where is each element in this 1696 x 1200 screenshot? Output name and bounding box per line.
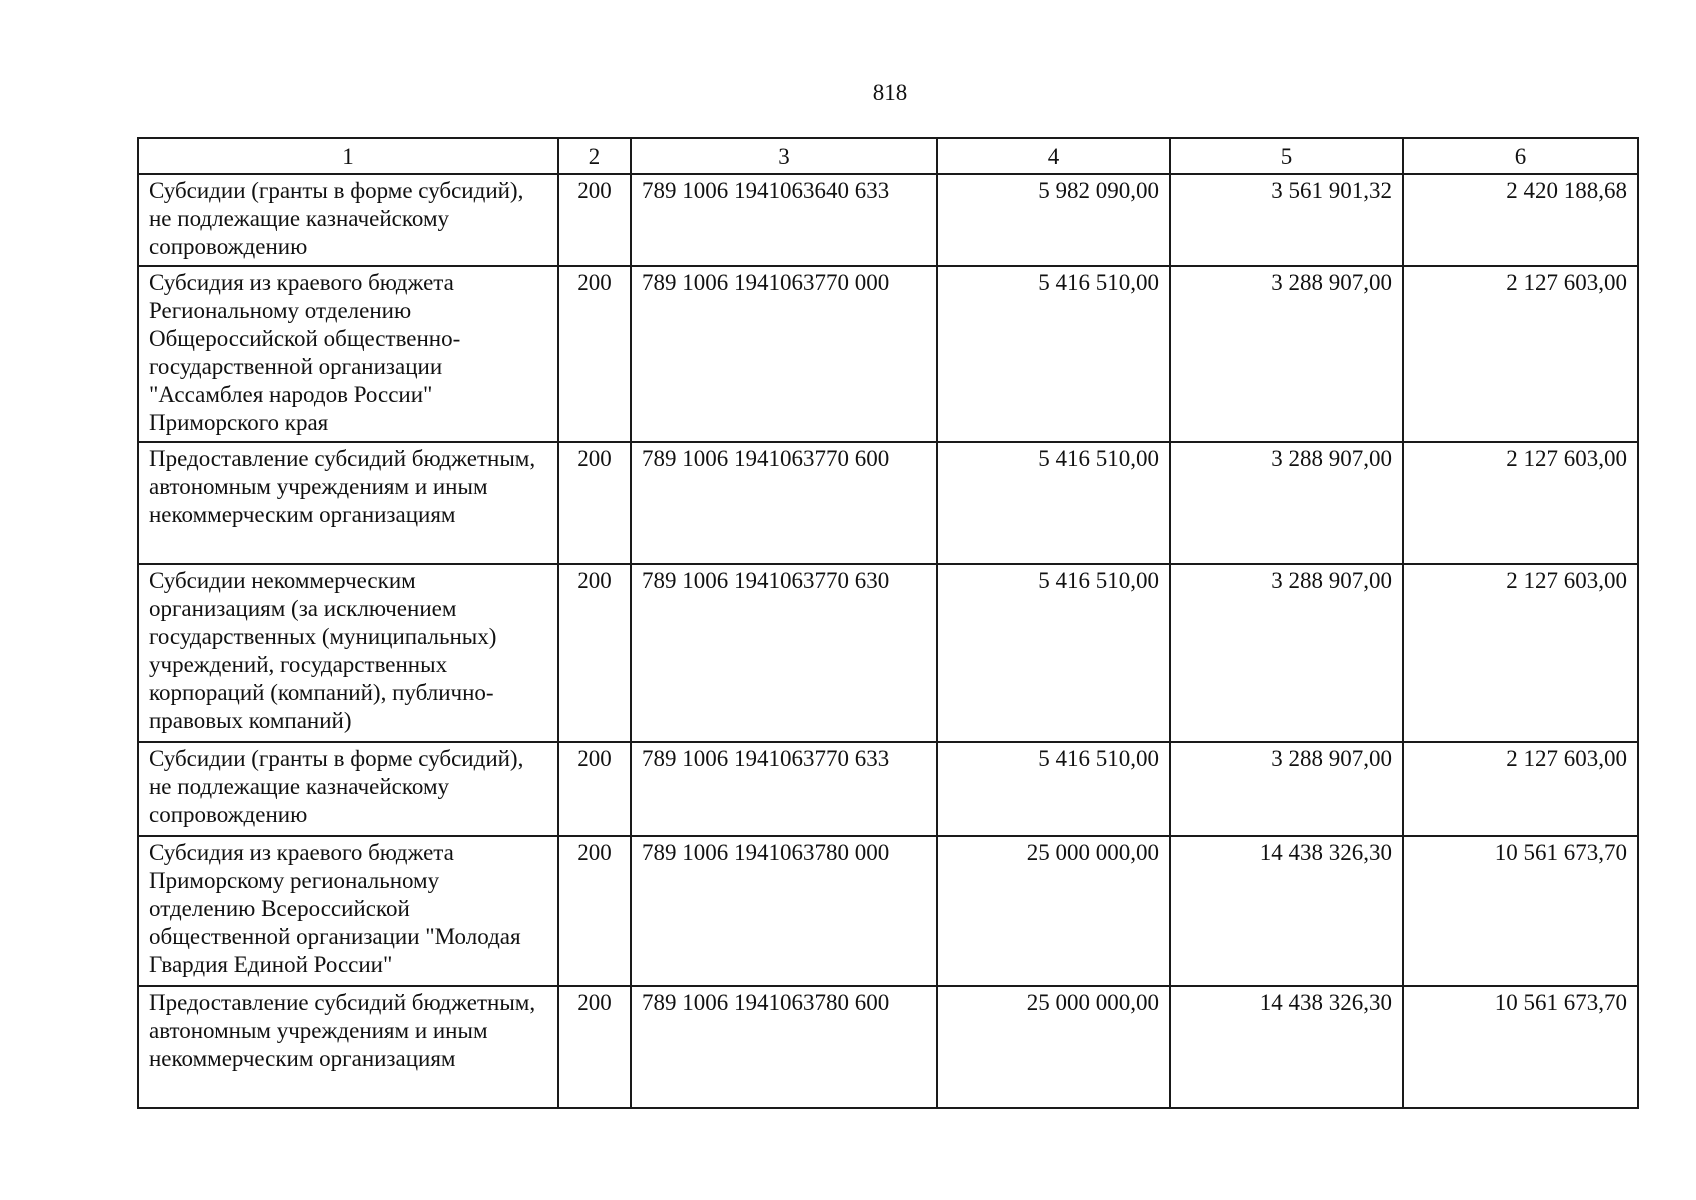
row-name: Субсидии (гранты в форме субсидий), не подлежащие казначейскому сопровождению [138,742,558,836]
row-col4: 25 000 000,00 [937,836,1170,986]
table-row [138,442,1638,564]
row-col5: 3 288 907,00 [1170,564,1403,742]
row-type: 200 [558,986,631,1108]
column-header-2: 2 [558,138,631,174]
row-name: Субсидии (гранты в форме субсидий), не подлежащие казначейскому сопровождению [138,174,558,266]
row-name: Субсидия из краевого бюджета Региональному отделению Общероссийской общественно-государственной организации "Ассамблея народов России" Приморского края [138,266,558,442]
row-type: 200 [558,174,631,266]
row-type: 200 [558,442,631,564]
table-row [138,742,1638,836]
row-col4: 5 416 510,00 [937,564,1170,742]
row-name: Предоставление субсидий бюджетным, автономным учреждениям и иным некоммерческим организациям [138,986,558,1108]
row-code: 789 1006 1941063770 600 [631,442,937,564]
row-type: 200 [558,836,631,986]
row-col4: 5 416 510,00 [937,266,1170,442]
row-col5: 3 561 901,32 [1170,174,1403,266]
table-row [138,564,1638,742]
row-col4: 25 000 000,00 [937,986,1170,1108]
budget-table [137,137,1639,1109]
row-code: 789 1006 1941063640 633 [631,174,937,266]
row-type: 200 [558,564,631,742]
row-col6: 2 420 188,68 [1403,174,1638,266]
row-col5: 3 288 907,00 [1170,742,1403,836]
column-header-3: 3 [631,138,937,174]
row-col6: 2 127 603,00 [1403,564,1638,742]
column-header-4: 4 [937,138,1170,174]
row-col5: 14 438 326,30 [1170,986,1403,1108]
row-name: Субсидия из краевого бюджета Приморскому региональному отделению Всероссийской общественной организации "Молодая Гвардия Единой России" [138,836,558,986]
table-row [138,174,1638,266]
page-number: 818 [872,80,908,105]
row-col6: 2 127 603,00 [1403,266,1638,442]
row-type: 200 [558,742,631,836]
row-code: 789 1006 1941063770 633 [631,742,937,836]
row-name: Предоставление субсидий бюджетным, автономным учреждениям и иным некоммерческим организациям [138,442,558,564]
row-col5: 3 288 907,00 [1170,442,1403,564]
row-type: 200 [558,266,631,442]
row-code: 789 1006 1941063770 000 [631,266,937,442]
row-code: 789 1006 1941063780 600 [631,986,937,1108]
row-col5: 14 438 326,30 [1170,836,1403,986]
row-code: 789 1006 1941063770 630 [631,564,937,742]
row-col6: 2 127 603,00 [1403,742,1638,836]
row-col4: 5 416 510,00 [937,442,1170,564]
table-header-row [138,138,1638,174]
row-col4: 5 982 090,00 [937,174,1170,266]
column-header-1: 1 [138,138,558,174]
table-row [138,266,1638,442]
row-col6: 10 561 673,70 [1403,986,1638,1108]
row-col5: 3 288 907,00 [1170,266,1403,442]
row-code: 789 1006 1941063780 000 [631,836,937,986]
column-header-5: 5 [1170,138,1403,174]
table-row [138,986,1638,1108]
row-col6: 2 127 603,00 [1403,442,1638,564]
row-name: Субсидии некоммерческим организациям (за исключением государственных (муниципальных) учреждений, государственных корпораций (компаний), публично-правовых компаний) [138,564,558,742]
column-header-6: 6 [1403,138,1638,174]
row-col4: 5 416 510,00 [937,742,1170,836]
row-col6: 10 561 673,70 [1403,836,1638,986]
table-row [138,836,1638,986]
